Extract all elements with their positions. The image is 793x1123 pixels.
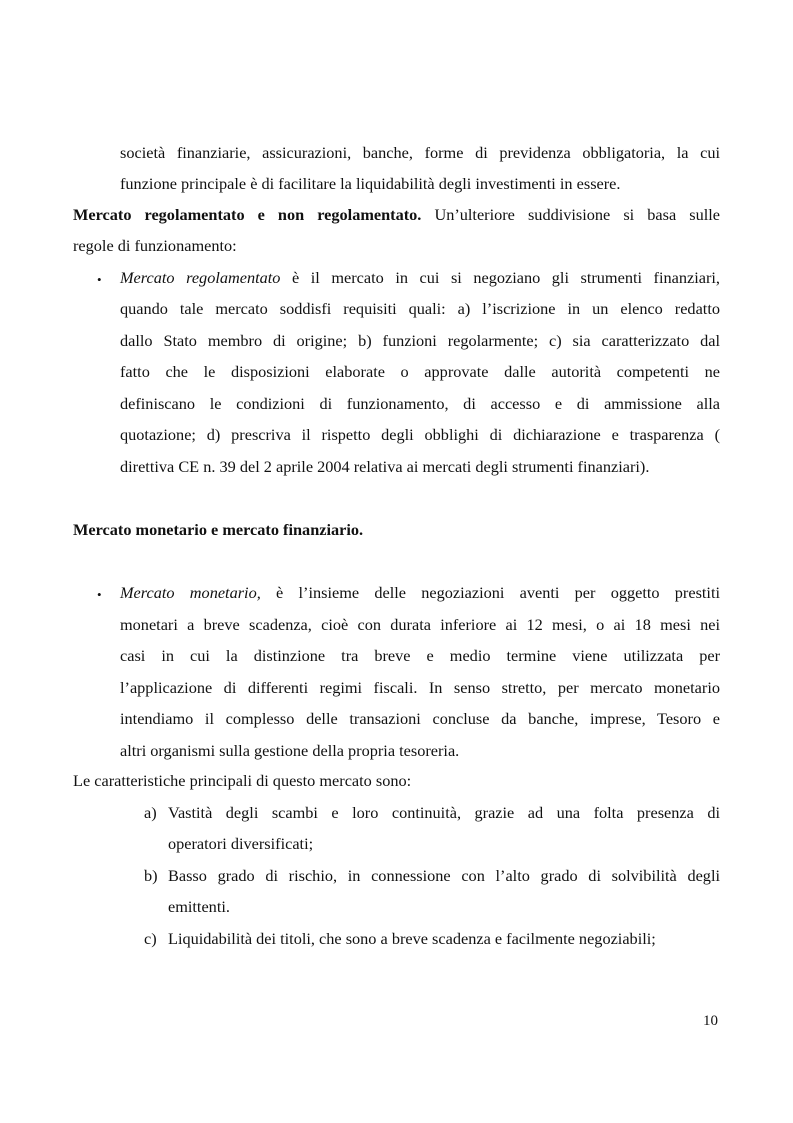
list-item-line: Liquidabilità dei titoli, che sono a breve scadenza e facilmente negoziabili; <box>168 929 656 948</box>
list-marker: b) <box>144 866 158 885</box>
list-marker: c) <box>144 929 157 948</box>
bullet-text-line: quotazione; d) prescriva il rispetto degli obblighi di dichiarazione e trasparenza ( <box>120 425 720 444</box>
term-mercato-regolamentato: Mercato regolamentato <box>120 268 281 287</box>
bullet-text-line <box>120 583 720 603</box>
bullet-text-line: intendiamo il complesso delle transazioni concluse da banche, imprese, Tesoro e <box>120 709 720 728</box>
bullet-text-line: dallo Stato membro di origine; b) funzioni regolarmente; c) sia caratterizzato dal <box>120 331 720 350</box>
bullet-text-line: definiscano le condizioni di funzionamento, di accesso e di ammissione alla <box>120 394 720 413</box>
bullet-text-segment: è il mercato in cui si negoziano gli strumenti finanziari, <box>292 268 720 287</box>
bullet-text-line: fatto che le disposizioni elaborate o approvate dalle autorità competenti ne <box>120 362 720 381</box>
list-marker: a) <box>144 803 157 822</box>
bullet-text-line: casi in cui la distinzione tra breve e medio termine viene utilizzata per <box>120 646 720 665</box>
list-item-line: operatori diversificati; <box>168 834 314 853</box>
section-intro-text: Un’ulteriore suddivisione si basa sulle <box>434 205 720 224</box>
continuation-line: funzione principale è di facilitare la liquidabilità degli investimenti in essere. <box>120 174 621 193</box>
list-item-line: Basso grado di rischio, in connessione con l’alto grado di solvibilità degli <box>168 866 720 885</box>
section-heading-monetario: Mercato monetario e mercato finanziario. <box>73 520 364 539</box>
bullet-text-segment: è l’insieme delle negoziazioni aventi per oggetto prestiti <box>276 583 720 602</box>
list-item-line: Vastità degli scambi e loro continuità, grazie ad una folta presenza di <box>168 803 720 822</box>
section-intro-line: regole di funzionamento: <box>73 236 237 255</box>
page-number: 10 <box>703 1013 718 1029</box>
section-intro-line <box>73 205 720 225</box>
continuation-line: società finanziarie, assicurazioni, banche, forme di previdenza obbligatoria, la cui <box>120 143 720 162</box>
bullet-marker: • <box>97 587 102 602</box>
bullet-text-line: monetari a breve scadenza, cioè con durata inferiore ai 12 mesi, o ai 18 mesi nei <box>120 615 720 634</box>
bullet-text-line: l’applicazione di differenti regimi fiscali. In senso stretto, per mercato monetario <box>120 678 720 697</box>
bullet-text-line: direttiva CE n. 39 del 2 aprile 2004 relativa ai mercati degli strumenti finanziari). <box>120 457 650 476</box>
bullet-text-line: quando tale mercato soddisfi requisiti quali: a) l’iscrizione in un elenco redatto <box>120 299 720 318</box>
list-item-line: emittenti. <box>168 897 230 916</box>
section-heading-regolamentato: Mercato regolamentato e non regolamentato. <box>73 205 422 224</box>
features-intro: Le caratteristiche principali di questo mercato sono: <box>73 771 412 790</box>
bullet-marker: • <box>97 272 102 287</box>
term-mercato-monetario: Mercato monetario, <box>120 583 261 602</box>
bullet-text-line <box>120 268 720 288</box>
bullet-text-line: altri organismi sulla gestione della propria tesoreria. <box>120 741 460 760</box>
